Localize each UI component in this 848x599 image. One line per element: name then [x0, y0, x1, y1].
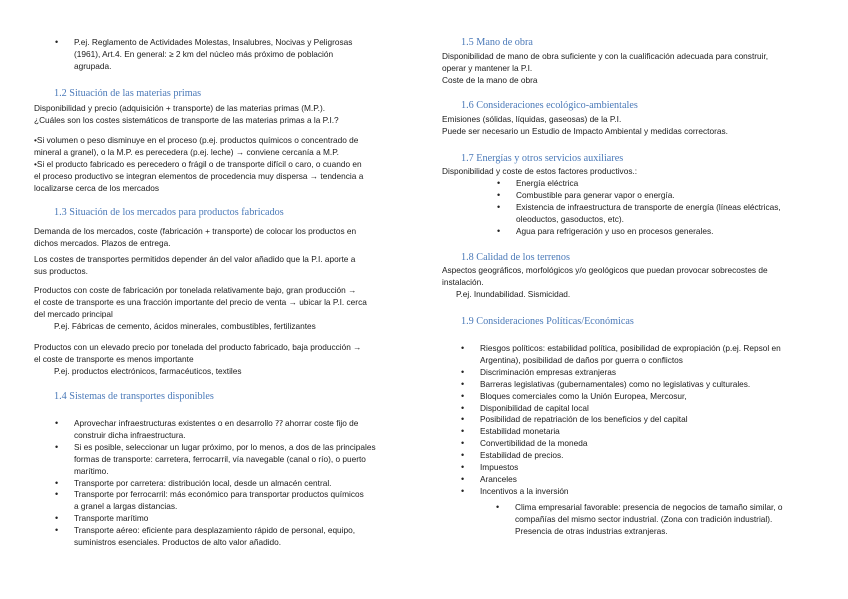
list-item	[480, 462, 781, 474]
text-line: Productos con un elevado precio por tonelada del producto fabricado, baja producción →	[34, 342, 362, 352]
text-line: Emisiones (sólidas, líquidas, gaseosas) de la P.I.	[442, 114, 622, 124]
item-line: • Si es posible, seleccionar un lugar próximo, por lo menos, a dos de las principales	[74, 441, 376, 452]
text-line: instalación.	[442, 276, 484, 287]
s17-intro: Disponibilidad y coste de estos factores productivos.:	[442, 166, 638, 176]
transport-list	[74, 418, 376, 549]
item-line: Argentina), posibilidad de daños por guerra o conflictos	[480, 354, 683, 365]
list-item	[480, 486, 781, 498]
intro-bullet-list	[74, 37, 352, 73]
heading-1-5: 1.5 Mano de obra	[461, 37, 533, 48]
heading-1-2: 1.2 Situación de las materias primas	[54, 88, 202, 99]
s13-p4	[34, 342, 361, 378]
list-item	[480, 343, 781, 367]
heading-1-6: 1.6 Consideraciones ecológico-ambientales	[461, 100, 638, 111]
item-line: • Estabilidad de precios.	[480, 450, 564, 461]
text-line: •Si volumen o peso disminuye en el proceso (p.ej. productos químicos o concentrado de	[34, 135, 359, 145]
list-item	[516, 178, 781, 190]
list-item	[480, 474, 781, 486]
list-item	[516, 190, 781, 202]
incentives-sublist	[515, 502, 782, 538]
example-line: P.ej. Fábricas de cemento, ácidos minerales, combustibles, fertilizantes	[54, 320, 316, 331]
list-item	[515, 502, 782, 538]
list-item	[480, 438, 781, 450]
list-item	[480, 367, 781, 379]
text-line: Aspectos geográficos, morfológicos y/o geológicos que puedan provocar sobrecostes de	[442, 265, 768, 275]
list-item	[480, 426, 781, 438]
intro-line-1: • P.ej. Reglamento de Actividades Molestas, Insalubres, Nocivas y Peligrosas	[74, 37, 353, 47]
s13-p1	[34, 226, 356, 250]
s18-text	[442, 265, 768, 301]
text-line: Los costes de transportes permitidos depender án del valor añadido que la P.I. aporte a	[34, 254, 356, 264]
item-line: • Agua para refrigeración y uso en procesos generales.	[516, 225, 714, 236]
item-line: • Riesgos políticos: estabilidad política, posibilidad de expropiación (p.ej. Repsol en	[480, 343, 781, 353]
text-line: Disponibilidad de mano de obra suficiente y con la cualificación adecuada para construir,	[442, 51, 769, 61]
energy-list	[516, 178, 781, 238]
item-line: compañías del mismo sector industrial. (Zona con tradición industrial).	[515, 513, 773, 524]
list-item	[74, 478, 376, 490]
s13-p2	[34, 254, 355, 278]
example-line: P.ej. Inundabilidad. Sismicidad.	[456, 288, 571, 299]
heading-1-9: 1.9 Consideraciones Políticas/Económicas	[461, 316, 634, 327]
item-line: • Posibilidad de repatriación de los beneficios y del capital	[480, 414, 688, 425]
list-item	[480, 379, 781, 391]
text-line: •Si el producto fabricado es perecedero o frágil o de transporte difícil o caro, o cuando en	[34, 158, 362, 169]
list-item	[516, 226, 781, 238]
heading-1-8: 1.8 Calidad de los terrenos	[461, 252, 570, 263]
item-line: • Bloques comerciales como la Unión Europea, Mercosur,	[480, 390, 687, 401]
item-line: • Transporte por ferrocarril: más económico para transportar productos químicos	[74, 489, 364, 500]
text-line: Disponibilidad y precio (adquisición + transporte) de las materias primas (M.P.).	[34, 103, 326, 113]
s12-text	[34, 103, 339, 127]
political-list	[480, 343, 781, 498]
item-line: construir dicha infraestructura.	[74, 429, 186, 440]
example-line: P.ej. productos electrónicos, farmacéuticos, textiles	[54, 365, 242, 376]
list-item	[480, 403, 781, 415]
text-line: dichos mercados. Plazos de entrega.	[34, 237, 171, 248]
list-item	[480, 414, 781, 426]
item-line: • Existencia de infraestructura de transporte de energía (líneas eléctricas,	[516, 201, 781, 212]
text-line: operar y mantener la P.I.	[442, 62, 533, 73]
list-item	[74, 489, 376, 513]
item-line: oleoductos, gasoductos, etc).	[516, 213, 624, 224]
intro-line-2: (1961), Art.4. En general: ≥ 2 km del núcleo más próximo de población	[74, 48, 334, 59]
item-line: suministros esenciales. Productos de alto valor añadido.	[74, 537, 282, 548]
text-line: el proceso productivo se integran elementos de procedencia muy dispersa → tendencia a	[34, 170, 364, 181]
heading-1-7: 1.7 Energías y otros servicios auxiliares	[461, 153, 624, 164]
item-line: • Impuestos	[480, 462, 519, 473]
item-line: • Energía eléctrica	[516, 178, 579, 188]
text-line: mineral a granel), o la M.P. es perecedera (p.ej. leche) → conviene cercanía a M.P.	[34, 146, 339, 157]
item-line: • Transporte aéreo: eficiente para desplazamiento rápido de personal, equipo,	[74, 525, 356, 536]
list-item	[74, 418, 376, 442]
text-line: sus productos.	[34, 265, 88, 276]
s13-p3	[34, 285, 367, 333]
text-line: Demanda de los mercados, coste (fabricación + transporte) de colocar los productos en	[34, 226, 357, 236]
item-line: marítimo.	[74, 465, 109, 476]
item-line: • Barreras legislativas (gubernamentales) como no legislativas y culturales.	[480, 378, 751, 389]
text-line: Coste de la mano de obra	[442, 74, 538, 85]
s12-bullets	[34, 135, 363, 195]
intro-line-3: agrupada.	[74, 60, 112, 71]
list-item	[74, 442, 376, 478]
item-line: • Disponibilidad de capital local	[480, 402, 589, 413]
item-line: • Clima empresarial favorable: presencia de negocios de tamaño similar, o	[515, 502, 783, 512]
heading-1-3: 1.3 Situación de los mercados para productos fabricados	[54, 207, 284, 218]
list-item	[74, 37, 352, 73]
item-line: • Combustible para generar vapor o energía.	[516, 189, 675, 200]
item-line: • Incentivos a la inversión	[480, 485, 569, 496]
item-line: • Convertibilidad de la moneda	[480, 438, 588, 449]
list-item	[480, 391, 781, 403]
heading-1-4: 1.4 Sistemas de transportes disponibles	[54, 391, 214, 402]
item-line: • Estabilidad monetaria	[480, 426, 560, 437]
list-item	[480, 450, 781, 462]
text-line: el coste de transporte es menos importante	[34, 353, 194, 364]
item-line: • Aprovechar infraestructuras existentes o en desarrollo ⁇ ahorrar coste fijo de	[74, 418, 359, 428]
text-line: del mercado principal	[34, 308, 113, 319]
list-item	[74, 513, 376, 525]
text-line: Productos con coste de fabricación por tonelada relativamente bajo, gran producción →	[34, 285, 357, 295]
item-line: • Discriminación empresas extranjeras	[480, 366, 617, 377]
item-line: • Transporte por carretera: distribución local, desde un almacén central.	[74, 477, 332, 488]
item-line: a granel a largas distancias.	[74, 501, 178, 512]
list-item	[516, 202, 781, 226]
text-line: localizarse cerca de los mercados	[34, 182, 159, 193]
text-line: ¿Cuáles son los costes sistemáticos de transporte de las materias primas a la P.I.?	[34, 114, 339, 125]
s15-text	[442, 51, 768, 87]
s16-text	[442, 114, 728, 138]
item-line: Presencia de otras industrias extranjeras.	[515, 525, 668, 536]
text-line: Puede ser necesario un Estudio de Impacto Ambiental y medidas correctoras.	[442, 125, 728, 136]
list-item	[74, 525, 376, 549]
item-line: formas de transporte: carretera, ferrocarril, vía navegable (canal o río), o puerto	[74, 453, 366, 464]
item-line: • Transporte marítimo	[74, 513, 149, 524]
text-line: el coste de transporte es una fracción importante del precio de venta → ubicar la P.I. cerca	[34, 296, 367, 307]
item-line: • Aranceles	[480, 473, 517, 484]
